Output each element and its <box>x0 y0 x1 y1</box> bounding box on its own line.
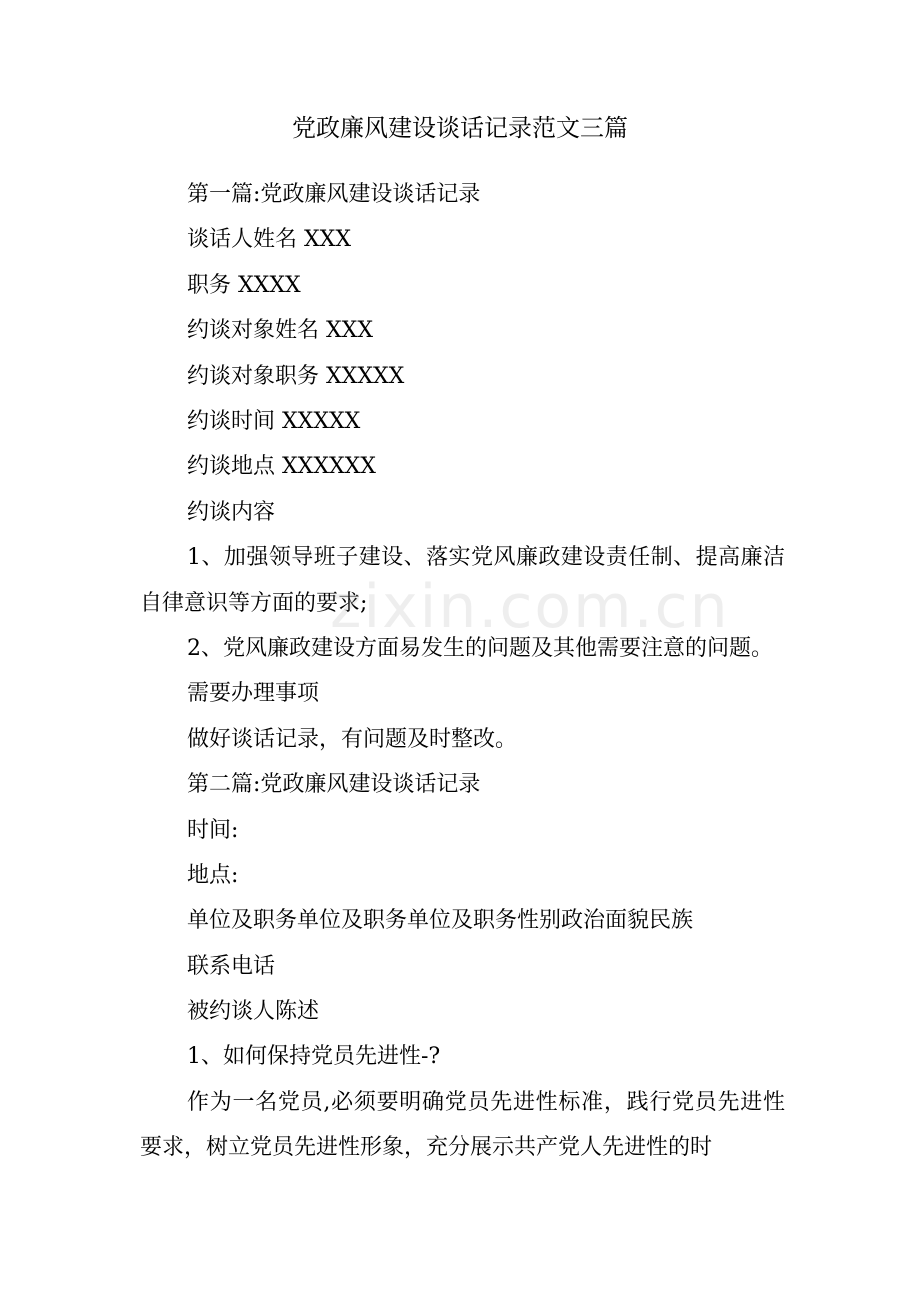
text-line: 时间: <box>187 817 239 843</box>
text-line: 2、党风廉政建设方面易发生的问题及其他需要注意的问题。 <box>187 635 773 661</box>
text-line: 地点: <box>187 862 239 888</box>
text-line: 职务 XXXX <box>187 272 301 298</box>
text-line: 做好谈话记录，有问题及时整改。 <box>187 726 518 752</box>
text-line: 约谈对象姓名 XXX <box>187 318 373 344</box>
text-line: 需要办理事项 <box>187 681 320 707</box>
watermark: zixin.com.cn <box>330 572 730 642</box>
document-title: 党政廉风建设谈话记录范文三篇 <box>292 114 628 142</box>
document-body <box>140 172 790 1171</box>
text-line: 单位及职务单位及职务单位及职务性别政治面貌民族 <box>187 908 694 934</box>
text-line: 谈话人姓名 XXX <box>187 227 351 253</box>
text-line: 1、如何保持党员先进性-? <box>187 1044 441 1070</box>
text-line: 约谈地点 XXXXXX <box>187 454 376 480</box>
text-line: 约谈时间 XXXXX <box>187 408 361 434</box>
paragraph-requirements: 1、加强领导班子建设、落实党风廉政建设责任制、提高廉洁自律意识等方面的要求; <box>140 545 785 616</box>
text-line: 第一篇:党政廉风建设谈话记录 <box>187 182 481 207</box>
text-line: 约谈对象职务 XXXXX <box>187 363 405 389</box>
text-line: 第二篇:党政廉风建设谈话记录 <box>187 772 481 798</box>
paragraph-statement: 作为一名党员,必须要明确党员先进性标准，践行党员先进性要求，树立党员先进性形象，充分展示共产党人先进性的时 <box>140 1089 785 1161</box>
text-line: 约谈内容 <box>187 499 276 525</box>
text-line: 被约谈人陈述 <box>187 999 320 1025</box>
text-line: 联系电话 <box>187 953 276 979</box>
